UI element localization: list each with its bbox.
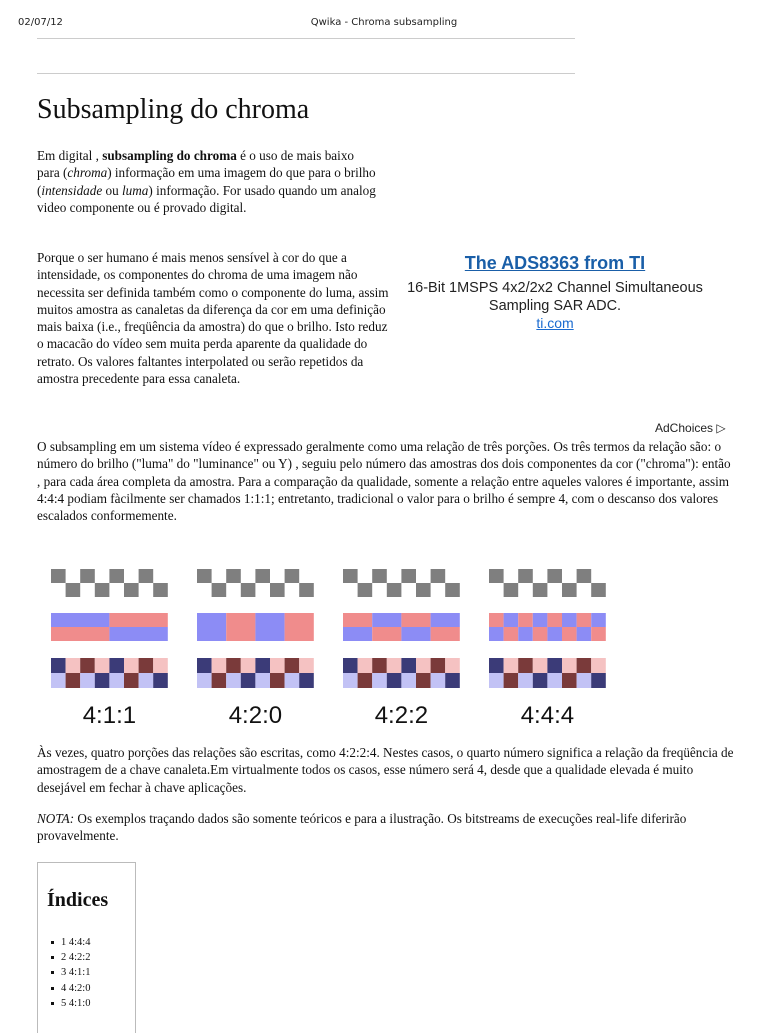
subsampling-figure — [37, 557, 622, 727]
luma-sample — [591, 583, 606, 597]
luma-sample — [445, 583, 460, 597]
chroma-block — [109, 613, 167, 627]
result-sample — [139, 673, 154, 688]
result-sample — [591, 673, 606, 688]
result-sample — [153, 658, 168, 673]
chroma-block — [401, 627, 430, 641]
intro-text: é o uso de mais baixo para ( — [37, 148, 355, 181]
result-sample — [95, 658, 110, 673]
print-date: 02/07/12 — [18, 17, 63, 28]
intro-text: ou — [102, 182, 122, 198]
ad-title-link[interactable]: The ADS8363 from TI — [464, 253, 646, 273]
chroma-block — [431, 613, 460, 627]
result-sample — [358, 673, 373, 688]
luma-sample — [255, 569, 270, 583]
luma-sample — [197, 569, 212, 583]
result-sample — [226, 673, 241, 688]
luma-sample — [124, 583, 139, 597]
print-header — [0, 17, 768, 31]
luma-sample — [226, 569, 241, 583]
result-sample — [431, 658, 446, 673]
chroma-block — [533, 613, 548, 627]
result-sample — [577, 658, 592, 673]
result-sample — [153, 673, 168, 688]
ratio-label: 4:4:4 — [520, 702, 575, 727]
intro-italic: luma — [122, 182, 149, 198]
intro-text: ) informação. For usado quando um analog video componente ou é provado digital. — [37, 182, 376, 215]
result-sample — [401, 658, 416, 673]
chroma-block — [518, 627, 533, 641]
ad-block[interactable] — [385, 253, 725, 331]
chroma-block — [562, 627, 577, 641]
result-sample — [299, 658, 314, 673]
result-sample — [518, 658, 533, 673]
ratio-paragraph: O subsampling em um sistema vídeo é expressado geralmente como uma relação de três porções. Os três termos da relação são: o número do brilho ("luma" do "luminance" ou Y) , seguiu pelo número das amostras dos dois componentes da cor ("chroma"): então , para cada área completa da amostra. Para a comparação da qualidade, somente a relação entre aqueles valores é importante, assim 4:4:4 podiam fàcilmente ser chamados 1:1:1; entretanto, tradicional o valor para o brilho é sempre 4, com o descanso dos valores escalados conformemente. — [37, 439, 731, 524]
luma-sample — [358, 583, 373, 597]
result-sample — [197, 658, 212, 673]
result-sample — [66, 658, 81, 673]
chroma-block — [226, 613, 255, 641]
result-sample — [197, 673, 212, 688]
chroma-block — [372, 613, 401, 627]
chroma-block — [591, 613, 606, 627]
ratio-label: 4:1:1 — [82, 702, 137, 727]
luma-sample — [343, 569, 358, 583]
luma-sample — [153, 583, 168, 597]
result-sample — [226, 658, 241, 673]
result-sample — [489, 658, 504, 673]
adchoices-icon: ▷ — [716, 421, 726, 435]
result-sample — [445, 658, 460, 673]
toc-item[interactable]: 1 4:4:4 — [47, 935, 90, 950]
result-sample — [51, 673, 66, 688]
luma-sample — [270, 583, 285, 597]
chroma-block — [372, 627, 401, 641]
luma-sample — [547, 569, 562, 583]
result-sample — [270, 658, 285, 673]
chroma-block — [489, 627, 504, 641]
chroma-block — [591, 627, 606, 641]
luma-sample — [51, 569, 66, 583]
luma-sample — [562, 583, 577, 597]
result-sample — [358, 658, 373, 673]
chroma-block — [343, 613, 372, 627]
result-sample — [387, 673, 402, 688]
note-label: NOTA: — [37, 811, 75, 826]
result-sample — [533, 673, 548, 688]
chroma-block — [533, 627, 548, 641]
luma-sample — [80, 569, 95, 583]
chroma-block — [197, 613, 226, 641]
chroma-block — [518, 613, 533, 627]
chroma-block — [51, 613, 109, 627]
intro-paragraph — [37, 147, 377, 216]
result-sample — [518, 673, 533, 688]
result-sample — [124, 658, 139, 673]
chroma-block — [504, 613, 519, 627]
subsampling-group — [51, 569, 168, 727]
result-sample — [591, 658, 606, 673]
toc-list — [47, 935, 90, 1011]
chroma-block — [109, 627, 167, 641]
perception-paragraph: Porque o ser humano é mais menos sensível à cor do que a intensidade, os componentes do chroma de uma imagem não necessita ser definida também como o componente do luma, assim muitos amostra as canaletas da diferença da cor em uma definição mais baixa (i.e., freqüência da amostra) do que o brilho. Isto reduz o macacão do vídeo sem muita perda aparente da qualidade do retrato. Os valores faltantes interpolated ou serão repetidos da amostra precedente para essa canaleta. — [37, 250, 389, 387]
luma-sample — [401, 569, 416, 583]
result-sample — [533, 658, 548, 673]
chroma-block — [547, 613, 562, 627]
luma-sample — [372, 569, 387, 583]
adchoices-button[interactable] — [655, 421, 726, 435]
table-of-contents — [37, 862, 136, 1033]
chroma-block — [343, 627, 372, 641]
result-sample — [255, 658, 270, 673]
result-sample — [547, 658, 562, 673]
chroma-block — [504, 627, 519, 641]
intro-text: Em digital , — [37, 148, 103, 163]
chroma-block — [547, 627, 562, 641]
result-sample — [285, 673, 300, 688]
note-text: Os exemplos traçando dados são somente teóricos e para a ilustração. Os bitstreams de execuções real-life diferirão provavelmente. — [37, 811, 687, 844]
result-sample — [372, 658, 387, 673]
result-sample — [299, 673, 314, 688]
result-sample — [577, 673, 592, 688]
intro-italic: intensidade — [41, 182, 103, 198]
luma-sample — [139, 569, 154, 583]
result-sample — [416, 658, 431, 673]
luma-sample — [109, 569, 124, 583]
four-part-paragraph: Às vezes, quatro porções das relações são escritas, como 4:2:2:4. Nestes casos, o quarto número significa a relação da freqüência de amostragem de a chave canaleta.Em virtualmente todos os casos, esse número será 4, desde que a qualidade elevada é muito desejável em fechar à chave aplicações. — [37, 745, 734, 795]
result-sample — [255, 673, 270, 688]
luma-sample — [416, 583, 431, 597]
luma-sample — [387, 583, 402, 597]
print-title: Qwika - Chroma subsampling — [310, 17, 458, 28]
result-sample — [212, 673, 227, 688]
result-sample — [124, 673, 139, 688]
luma-sample — [299, 583, 314, 597]
toc-item[interactable]: 2 4:2:2 — [47, 950, 90, 965]
result-sample — [372, 673, 387, 688]
note-paragraph — [37, 810, 737, 845]
ratio-label: 4:2:2 — [374, 702, 429, 727]
toc-item[interactable]: 4 4:2:0 — [47, 981, 90, 996]
luma-sample — [285, 569, 300, 583]
search-bar[interactable] — [37, 38, 575, 74]
chroma-block — [255, 613, 284, 641]
toc-item[interactable]: 3 4:1:1 — [47, 965, 90, 980]
toc-title: Índices — [47, 889, 109, 911]
chroma-block — [401, 613, 430, 627]
ratio-label: 4:2:0 — [228, 702, 283, 727]
subsampling-group — [197, 569, 314, 727]
result-sample — [445, 673, 460, 688]
intro-text: ) informação em uma imagem do que para o brilho ( — [37, 165, 376, 198]
result-sample — [416, 673, 431, 688]
result-sample — [387, 658, 402, 673]
result-sample — [241, 673, 256, 688]
luma-sample — [518, 569, 533, 583]
ad-body: 16-Bit 1MSPS 4x2/2x2 Channel Simultaneous Sampling SAR ADC. — [407, 280, 703, 314]
result-sample — [51, 658, 66, 673]
subsampling-group — [343, 569, 460, 727]
luma-sample — [241, 583, 256, 597]
result-sample — [212, 658, 227, 673]
chroma-block — [489, 613, 504, 627]
page-title: Subsampling do chroma — [37, 94, 310, 125]
intro-term: subsampling do chroma — [102, 148, 237, 163]
result-sample — [401, 673, 416, 688]
luma-sample — [66, 583, 81, 597]
luma-sample — [489, 569, 504, 583]
result-sample — [547, 673, 562, 688]
luma-sample — [533, 583, 548, 597]
subsampling-group — [489, 569, 606, 727]
result-sample — [562, 673, 577, 688]
result-sample — [241, 658, 256, 673]
result-sample — [66, 673, 81, 688]
luma-sample — [95, 583, 110, 597]
luma-sample — [431, 569, 446, 583]
result-sample — [504, 658, 519, 673]
result-sample — [489, 673, 504, 688]
chroma-block — [562, 613, 577, 627]
result-sample — [343, 673, 358, 688]
adchoices-label: AdChoices — [655, 421, 714, 435]
chroma-block — [577, 613, 592, 627]
ad-url-link[interactable]: ti.com — [536, 315, 574, 331]
result-sample — [95, 673, 110, 688]
result-sample — [504, 673, 519, 688]
chroma-block — [431, 627, 460, 641]
chroma-block — [51, 627, 109, 641]
result-sample — [343, 658, 358, 673]
result-sample — [562, 658, 577, 673]
result-sample — [109, 658, 124, 673]
result-sample — [80, 673, 95, 688]
result-sample — [80, 658, 95, 673]
result-sample — [109, 673, 124, 688]
result-sample — [431, 673, 446, 688]
luma-sample — [212, 583, 227, 597]
toc-item[interactable]: 5 4:1:0 — [47, 996, 90, 1011]
luma-sample — [504, 583, 519, 597]
chroma-block — [577, 627, 592, 641]
chroma-block — [285, 613, 314, 641]
intro-italic: chroma — [67, 165, 108, 181]
result-sample — [270, 673, 285, 688]
result-sample — [139, 658, 154, 673]
result-sample — [285, 658, 300, 673]
luma-sample — [577, 569, 592, 583]
